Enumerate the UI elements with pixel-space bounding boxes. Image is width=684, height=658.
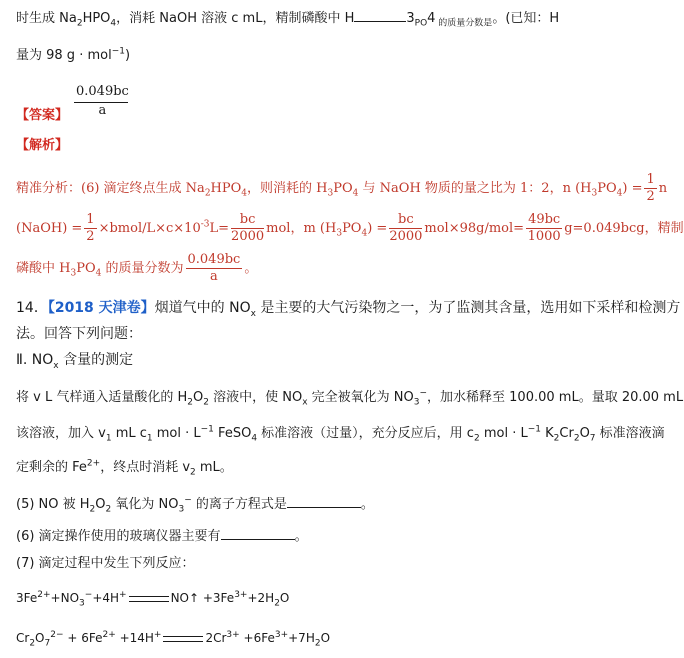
paragraph-text: mL。 <box>195 460 233 475</box>
equals-sign <box>163 636 203 642</box>
paragraph-line-2 <box>16 424 665 444</box>
question-text: (6) 滴定操作使用的玻璃仪器主要有 <box>16 529 221 544</box>
fraction-denominator: 2 <box>86 229 95 244</box>
superscript: −1 <box>527 424 541 435</box>
question-5 <box>16 494 374 515</box>
analysis-line-1 <box>16 172 667 205</box>
answer-blank <box>221 526 295 540</box>
subscript: 4 <box>95 268 102 279</box>
intro-text: ) <box>124 48 131 63</box>
answer-blank <box>287 494 361 508</box>
reaction-text: O <box>279 591 290 605</box>
intro-text: 4 <box>427 11 436 26</box>
answer-numerator: 0.049bc <box>76 84 129 99</box>
superscript: 3+ <box>274 630 289 640</box>
result-fraction <box>186 252 243 285</box>
subscript: 2 <box>473 433 480 444</box>
subscript: 7 <box>44 638 51 649</box>
paragraph-line-1 <box>16 388 683 408</box>
superscript: 2+ <box>37 590 51 600</box>
question-text: 的离子方程式是 <box>191 497 287 512</box>
subscript: PO <box>414 18 428 29</box>
subscript: x <box>302 397 308 408</box>
superscript: 2− <box>50 630 64 640</box>
reaction-text: +2H <box>247 591 275 605</box>
subscript: 4 <box>241 188 248 199</box>
subscript: 3 <box>413 397 420 408</box>
superscript: − <box>84 590 93 600</box>
subscript: 1 <box>146 433 153 444</box>
subscript: 3 <box>79 598 85 609</box>
analysis-text: 的质量分数为 <box>101 261 184 276</box>
superscript: −1 <box>200 424 214 435</box>
paragraph-line-3 <box>16 458 233 478</box>
subscript: 2 <box>203 397 209 408</box>
superscript: − <box>184 495 192 506</box>
fraction-denominator: a <box>210 269 218 284</box>
bc-2000-fraction <box>389 212 422 245</box>
paragraph-text: FeSO <box>213 426 252 441</box>
paragraph-text: O <box>192 390 204 405</box>
reaction-text: 3Fe <box>16 591 38 605</box>
reaction-text: + 6Fe <box>63 631 103 645</box>
reaction-text: NO↑ +3Fe <box>170 591 235 605</box>
paragraph-text: O <box>579 426 590 441</box>
superscript: −1 <box>111 46 125 57</box>
analysis-line-2 <box>16 212 684 245</box>
subscript: 2 <box>573 433 580 444</box>
reaction-text: O <box>35 631 45 645</box>
subscript: 2 <box>29 638 36 649</box>
analysis-text: PO <box>333 181 353 196</box>
fraction-denominator: 2000 <box>389 229 423 244</box>
question-text: 是主要的大气污染物之一，为了监测其含量，选用如下采样和检测方 <box>255 300 681 316</box>
analysis-text: g=0.049bcg，精制 <box>564 221 684 236</box>
subscript: x <box>53 360 59 371</box>
subscript: 2 <box>187 397 193 408</box>
question-6 <box>16 526 308 547</box>
equals-sign <box>129 596 169 602</box>
analysis-text: mol×98g/mol= <box>424 221 525 236</box>
reaction-text: Cr <box>16 631 30 645</box>
subscript: 2 <box>105 504 112 515</box>
subscript: 3 <box>70 268 77 279</box>
paragraph-text: mL c <box>111 426 147 441</box>
analysis-text: ×bmol/L×c×10 <box>98 221 201 236</box>
subscript: 的质量分数是 <box>435 18 493 29</box>
superscript: + <box>153 630 162 640</box>
q14-line-2: 法。回答下列问题： <box>16 326 142 342</box>
superscript: -3 <box>200 219 210 230</box>
reaction-text: O <box>320 631 331 645</box>
fraction-numerator: 1 <box>86 212 95 227</box>
q14-line-1 <box>16 298 680 318</box>
intro-text: 。(已知：H <box>492 11 560 26</box>
fraction-numerator: bc <box>389 212 422 229</box>
subscript: 2 <box>89 504 96 515</box>
subscript: 2 <box>190 467 196 478</box>
question-text: O <box>95 497 106 512</box>
analysis-text: ) = <box>622 181 643 196</box>
analysis-text: 与 NaOH 物质的量之比为 1：2，n (H <box>358 181 592 196</box>
superscript: 3+ <box>226 630 240 640</box>
reaction-text: +14H <box>115 631 154 645</box>
question-text: 氧化为 NO <box>111 497 179 512</box>
question-7: (7) 滴定过程中发生下列反应： <box>16 556 195 571</box>
subscript: 4 <box>616 188 623 199</box>
intro-line-1 <box>16 8 559 29</box>
answer-denominator: a <box>98 103 107 118</box>
superscript: 2+ <box>86 458 101 469</box>
question-number: 14． <box>16 300 48 316</box>
intro-text: 3 <box>406 11 415 26</box>
answer-label: 【答案】 <box>16 108 69 123</box>
subscript: 2 <box>204 188 211 199</box>
answer-blank <box>354 8 406 22</box>
superscript: − <box>419 388 428 399</box>
paragraph-text: 定剩余的 Fe <box>16 460 87 475</box>
subscript: 2 <box>553 433 560 444</box>
intro-text: 时生成 Na <box>16 11 77 26</box>
paragraph-text: 将 v L 气样通入适量酸化的 H <box>16 390 188 405</box>
subscript: 4 <box>361 228 368 239</box>
question-text: 。 <box>294 529 308 544</box>
intro-text: ，消耗 NaOH 溶液 c mL，精制磷酸中 H <box>116 11 355 26</box>
intro-text: 量为 98 g · mol <box>16 48 112 63</box>
fraction-numerator: bc <box>231 212 264 229</box>
subscript: 3 <box>336 228 343 239</box>
fraction-denominator: 1000 <box>527 229 561 244</box>
subscript: 2 <box>274 598 280 609</box>
analysis-text: mol，m (H <box>266 221 337 236</box>
reaction-2 <box>16 628 330 648</box>
paragraph-text: Cr <box>559 426 574 441</box>
analysis-text: PO <box>342 221 362 236</box>
analysis-line-3 <box>16 252 257 285</box>
49bc-1000-fraction <box>526 212 562 245</box>
subscript: 4 <box>352 188 359 199</box>
reaction-text: 2Cr <box>205 631 227 645</box>
subscript: 2 <box>314 638 321 649</box>
analysis-text: L= <box>209 221 230 236</box>
paragraph-text: 标准溶液（过量），充分反应后，用 c <box>257 426 474 441</box>
subscript: 3 <box>591 188 598 199</box>
question-text: (5) NO 被 H <box>16 497 90 512</box>
intro-line-2 <box>16 46 130 66</box>
reaction-1 <box>16 588 289 608</box>
fraction-numerator: 0.049bc <box>187 252 241 267</box>
analysis-text: ) = <box>367 221 388 236</box>
paragraph-text: mol · L <box>479 426 528 441</box>
reaction-text: +7H <box>288 631 315 645</box>
reaction-text: +NO <box>50 591 80 605</box>
superscript: 2+ <box>102 630 116 640</box>
reaction-text: +4H <box>92 591 120 605</box>
subscript: 3 <box>327 188 334 199</box>
subscript: 2 <box>76 18 83 29</box>
superscript: + <box>119 590 127 600</box>
section-text: 含量的测定 <box>58 352 134 368</box>
question-text: 烟道气中的 NO <box>154 300 251 316</box>
subscript: 4 <box>110 18 117 29</box>
subscript: 7 <box>589 433 596 444</box>
subscript: 3 <box>178 504 185 515</box>
bc-2000-fraction <box>231 212 264 245</box>
fraction-denominator: 2 <box>646 189 655 204</box>
paragraph-text: ，加水稀释至 100.00 mL。量取 20.00 mL <box>427 390 684 405</box>
analysis-text: ，则消耗的 H <box>247 181 328 196</box>
fraction-denominator: 2000 <box>231 229 265 244</box>
half-fraction <box>644 172 656 205</box>
intro-text: HPO <box>82 11 111 26</box>
analysis-text: HPO <box>210 181 242 196</box>
paragraph-text: 标准溶液滴 <box>595 426 665 441</box>
paragraph-text: ，终点时消耗 v <box>100 460 191 475</box>
superscript: 3+ <box>234 590 248 600</box>
section-title <box>16 350 133 370</box>
subscript: 1 <box>105 433 112 444</box>
analysis-text: 磷酸中 H <box>16 261 71 276</box>
fraction-numerator: 49bc <box>528 212 561 227</box>
question-text: 。 <box>360 497 374 512</box>
subscript: 4 <box>251 433 258 444</box>
fraction-numerator: 1 <box>646 172 655 187</box>
analysis-text: 。 <box>244 261 258 276</box>
source-link[interactable]: 【2018 天津卷】 <box>47 300 155 316</box>
half-fraction <box>84 212 96 245</box>
analysis-text: n <box>658 181 668 196</box>
paragraph-text: 完全被氧化为 NO <box>307 390 414 405</box>
paragraph-text: 溶液中，使 NO <box>208 390 303 405</box>
analysis-text: 精准分析：(6) 滴定终点生成 Na <box>16 181 205 196</box>
paragraph-text: 该溶液，加入 v <box>16 426 106 441</box>
analysis-text: (NaOH) = <box>16 221 83 236</box>
paragraph-text: mol · L <box>152 426 201 441</box>
analysis-label: 【解析】 <box>16 138 69 153</box>
answer-fraction <box>72 84 133 119</box>
analysis-text: PO <box>76 261 96 276</box>
paragraph-text: K <box>541 426 554 441</box>
subscript: x <box>250 308 256 319</box>
reaction-text: +6Fe <box>239 631 275 645</box>
section-text: Ⅱ. NO <box>16 352 54 368</box>
analysis-text: PO <box>597 181 617 196</box>
